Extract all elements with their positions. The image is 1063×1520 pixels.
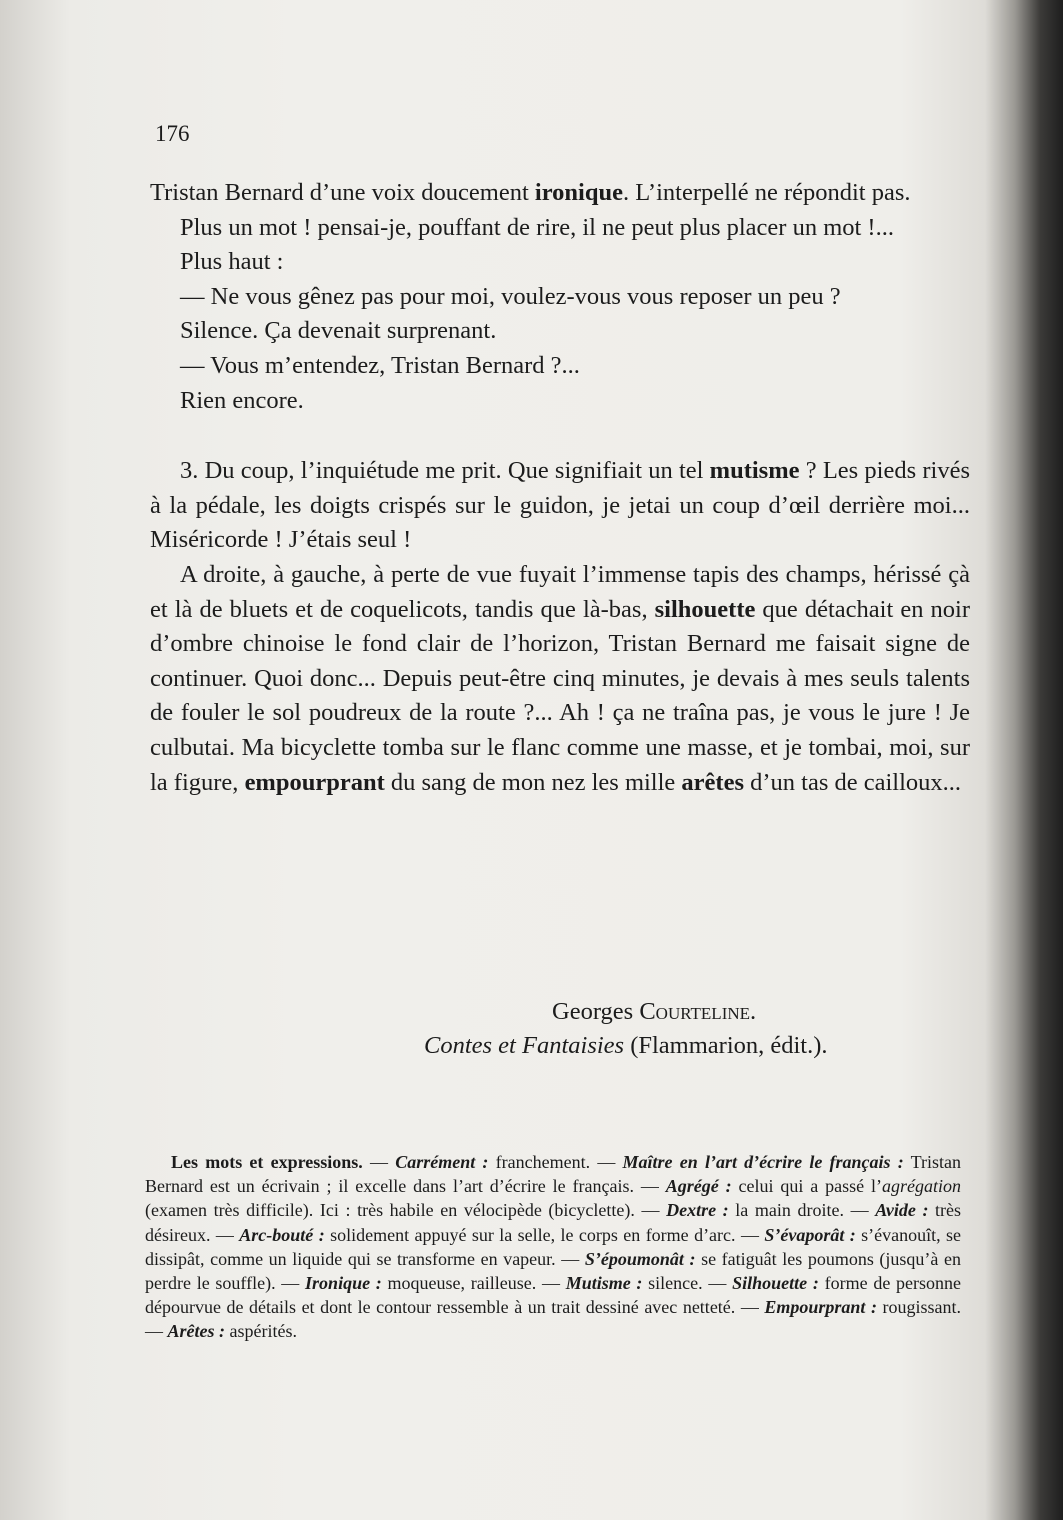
paragraph: Rien encore. — [180, 386, 304, 414]
text-run: Tristan Bernard d’une voix doucement — [150, 179, 535, 206]
glossary-definition: Tristan Bernard est un écrivain ; il excelle dans l’art d’écrire le français. — [145, 1152, 962, 1197]
paragraph: Plus haut : — [180, 248, 284, 276]
glossary-entry — [536, 1273, 702, 1293]
dialogue-line: — Ne vous gênez pas pour moi, voulez-vous vous reposer un peu ? — [180, 282, 841, 310]
text-run: ? Les pieds rivés à la pédale, les doigts crispés sur le guidon, je jetai un coup d’œil derrière moi... Miséricorde ! J’étais seul ! — [150, 457, 970, 554]
author-first-name: Georges — [552, 998, 640, 1025]
glossary-entry — [635, 1200, 844, 1220]
paragraph — [150, 176, 970, 211]
text-run: du sang de mon nez les mille — [384, 768, 682, 796]
dash-separator: — — [735, 1297, 765, 1318]
text-run: que détachait en noir d’ombre chinoise le fond clair de l’horizon, Tristan Bernard me faisait signe de continuer. Quoi donc... Depuis peut-être cinq minutes, je devais à mes seuls talents de fouler le sol poudreux de la route ?... Ah ! ça ne traîna pas, je vous le jure ! Je culbutai. Ma bicyclette tomba sur le flanc comme une masse, et je tombai, moi, sur la figure, — [150, 595, 970, 796]
glossary-term: S’époumonât : — [584, 1248, 696, 1269]
glossary-term: Dextre : — [666, 1200, 729, 1221]
glossary-term: Mutisme : — [565, 1273, 643, 1294]
glossary-term: Silhouette : — [732, 1273, 819, 1294]
keyword: empourprant — [244, 768, 385, 796]
paragraph: Silence. Ça devenait surprenant. — [180, 317, 497, 345]
dash-separator: — — [210, 1224, 240, 1245]
glossary-entry — [735, 1297, 961, 1317]
text-run: A droite, à gauche, à perte de vue fuyait l’immense tapis des champs, hérissé çà et là de bluets et de coquelicots, tandis que là-bas, — [150, 560, 970, 623]
dash-separator: — — [702, 1273, 733, 1294]
glossary-definition: très désireux. — [145, 1200, 962, 1245]
dash-separator: — — [590, 1152, 623, 1172]
text-run: . L’interpellé ne répondit pas. — [622, 179, 911, 206]
dash-separator: — — [555, 1248, 585, 1269]
source-publisher: (Flammarion, édit.). — [624, 1032, 828, 1059]
keyword: ironique — [534, 179, 623, 206]
notes-heading: Les mots et expressions. — [171, 1152, 363, 1172]
glossary-definition: forme de personne dépourvue de détails et dont le contour ressemble à un trait dessiné avec netteté. — [145, 1273, 962, 1318]
text-run: d’un tas de cailloux... — [744, 768, 962, 796]
page-number: 176 — [155, 121, 190, 146]
source-title: Contes et Fantaisies — [424, 1032, 625, 1059]
glossary-definition: moqueuse, railleuse. — [381, 1273, 537, 1294]
glossary-definition: (examen très difficile). Ici : très habile en vélocipède (bicyclette). — [145, 1200, 635, 1221]
glossary-definition: s’évanouît, se dissipât, comme un liquide qui se transforme en vapeur. — [145, 1224, 962, 1269]
glossary-definition: la main droite. — [728, 1200, 844, 1221]
glossary-definition: solidement appuyé sur la selle, le corps en forme d’arc. — [324, 1224, 736, 1245]
glossary-entry — [210, 1225, 735, 1245]
glossary-definition: se fatiguât les poumons (jusqu’à en perdre le souffle). — [145, 1248, 962, 1294]
paragraph — [150, 558, 970, 800]
dash-separator: — — [536, 1273, 566, 1294]
text-run: 3. Du coup, l’inquiétude me prit. Que signifiait un tel — [180, 457, 710, 485]
glossary-term: Avide : — [875, 1200, 929, 1221]
glossary-definition: silence. — [642, 1273, 703, 1294]
glossary-term: S’évaporât : — [764, 1224, 856, 1245]
glossary-definition: franchement. — [488, 1152, 591, 1172]
author-line — [150, 995, 970, 1029]
glossary-entry — [363, 1152, 590, 1172]
vocabulary-notes — [145, 1150, 961, 1344]
paragraph: Plus un mot ! pensai-je, pouffant de rire, il ne peut plus placer un mot !... — [180, 213, 894, 241]
attribution — [150, 995, 970, 1063]
main-text — [150, 176, 970, 800]
dash-separator: — — [362, 1152, 396, 1172]
dash-separator: — — [145, 1321, 168, 1342]
dash-separator: — — [634, 1200, 667, 1221]
glossary-entry — [145, 1321, 297, 1341]
dash-separator: — — [275, 1273, 306, 1294]
glossary-term: Carrément : — [395, 1152, 489, 1172]
glossary-definition: celui qui a passé l’ — [731, 1176, 882, 1197]
keyword: silhouette — [654, 595, 756, 623]
keyword: mutisme — [709, 457, 800, 485]
glossary-term: Maître en l’art d’écrire le français : — [622, 1152, 904, 1172]
source-line — [150, 1029, 970, 1063]
keyword: arêtes — [681, 768, 744, 796]
glossary-definition: aspérités. — [225, 1321, 297, 1342]
glossary-term: Arêtes : — [167, 1321, 225, 1342]
author-last-name: Courteline — [639, 998, 751, 1025]
glossary-term: Arc-bouté : — [239, 1224, 325, 1245]
italic-word: agrégation — [882, 1176, 961, 1197]
dash-separator: — — [735, 1224, 765, 1245]
glossary-definition: rougissant. — [876, 1297, 961, 1318]
dash-separator: — — [843, 1200, 876, 1221]
glossary-entry — [276, 1273, 537, 1293]
notes-list — [145, 1152, 961, 1341]
dash-separator: — — [633, 1176, 666, 1197]
glossary-term: Empourprant : — [764, 1297, 877, 1318]
glossary-term: Ironique : — [305, 1273, 382, 1294]
section-gap — [150, 418, 970, 454]
glossary-term: Agrégé : — [665, 1176, 732, 1197]
paragraph — [150, 454, 970, 558]
dialogue-line: — Vous m’entendez, Tristan Bernard ?... — [180, 351, 580, 379]
punctuation: . — [750, 998, 757, 1025]
